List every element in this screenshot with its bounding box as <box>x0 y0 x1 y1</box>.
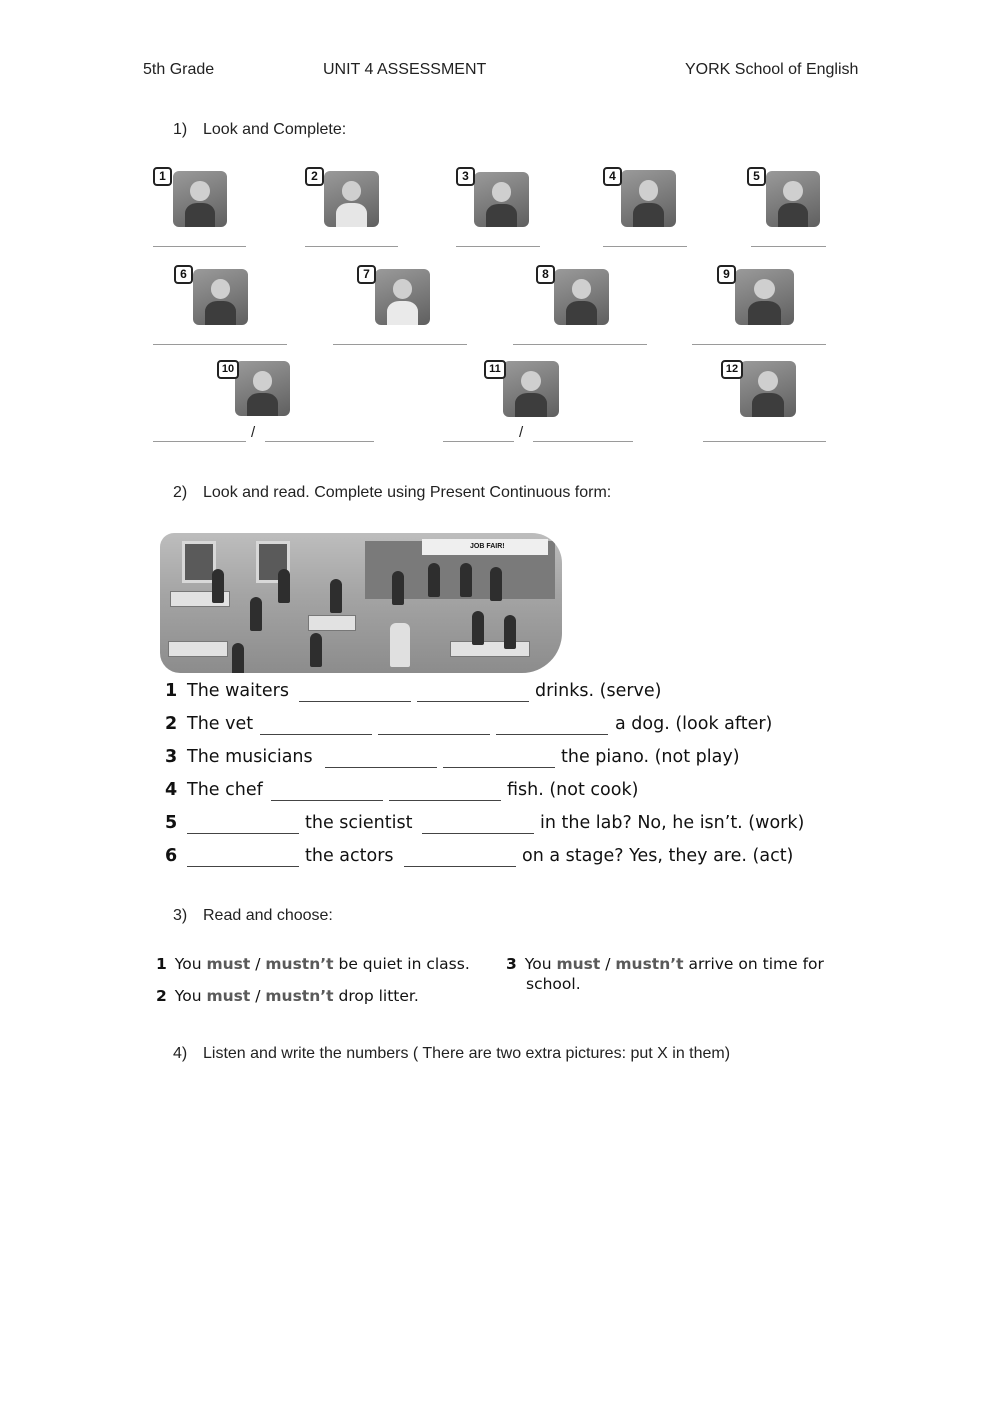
option-separator: / <box>255 987 261 1005</box>
exercise-3-item-3 <box>506 955 824 973</box>
blank-line[interactable] <box>496 734 608 735</box>
exercise-2-row-3 <box>165 747 765 773</box>
item-number: 1 <box>165 681 178 701</box>
section-2-text: Look and read. Complete using Present Continuous form: <box>203 484 612 501</box>
shop-assistant-icon <box>173 171 227 227</box>
answer-line-12[interactable] <box>703 441 826 442</box>
option-mustnt[interactable]: mustn’t <box>265 987 334 1005</box>
item-number: 5 <box>165 813 178 833</box>
option-mustnt[interactable]: mustn’t <box>265 955 334 973</box>
musician-icon <box>735 269 794 325</box>
answer-line-9[interactable] <box>692 344 826 345</box>
sentence-start: You <box>174 955 202 973</box>
blank-line[interactable] <box>187 833 299 834</box>
sentence-middle: the actors <box>305 846 394 866</box>
item-number: 1 <box>156 955 167 973</box>
option-must[interactable]: must <box>206 955 251 973</box>
picture-number-badge: 7 <box>357 265 376 284</box>
vet-icon <box>766 171 820 227</box>
sentence-end: the piano. (not play) <box>561 747 740 767</box>
answer-line-8[interactable] <box>513 344 647 345</box>
sentence-end: fish. (not cook) <box>507 780 639 800</box>
job-fair-scene-icon <box>160 533 562 673</box>
sentence-end: drop litter. <box>338 987 419 1005</box>
section-4-text: Listen and write the numbers ( There are two extra pictures: put X in them) <box>203 1045 731 1062</box>
answer-line-4[interactable] <box>603 246 687 247</box>
blank-line[interactable] <box>271 800 383 801</box>
section-3-number: 3) <box>173 907 188 924</box>
mechanic-icon <box>740 361 796 417</box>
sentence-end: in the lab? No, he isn’t. (work) <box>540 813 805 833</box>
section-4-number: 4) <box>173 1045 188 1062</box>
item-number: 4 <box>165 780 178 800</box>
item-number: 3 <box>506 955 517 973</box>
answer-line-11b[interactable] <box>533 441 633 442</box>
sentence-start: The musicians <box>187 747 313 767</box>
answer-line-10a[interactable] <box>153 441 246 442</box>
item-number: 2 <box>156 987 167 1005</box>
sentence-end: a dog. (look after) <box>615 714 773 734</box>
chef-icon <box>375 269 430 325</box>
picture-number-badge: 11 <box>484 360 506 379</box>
answer-line-7[interactable] <box>333 344 467 345</box>
sentence-start: You <box>524 955 552 973</box>
sentence-end: drinks. (serve) <box>535 681 662 701</box>
picture-number-badge: 2 <box>305 167 324 186</box>
blank-line[interactable] <box>260 734 372 735</box>
option-must[interactable]: must <box>556 955 601 973</box>
sentence-start: The vet <box>187 714 254 734</box>
item-number: 2 <box>165 714 178 734</box>
section-4-title <box>173 1045 730 1063</box>
section-3-title <box>173 907 333 925</box>
blank-line[interactable] <box>417 701 529 702</box>
exercise-2-row-5 <box>165 813 825 839</box>
blank-line[interactable] <box>422 833 534 834</box>
picture-number-badge: 10 <box>217 360 239 379</box>
slash-separator: / <box>251 424 256 441</box>
scientist-icon <box>324 171 379 227</box>
sentence-end: on a stage? Yes, they are. (act) <box>522 846 794 866</box>
section-3-text: Read and choose: <box>203 907 333 924</box>
answer-line-1[interactable] <box>153 246 246 247</box>
sentence-end: arrive on time for <box>688 955 824 973</box>
header-unit: UNIT 4 ASSESSMENT <box>323 61 487 78</box>
scene-banner: JOB FAIR! <box>422 539 548 555</box>
option-mustnt[interactable]: mustn’t <box>615 955 684 973</box>
exercise-2-row-1 <box>165 681 685 707</box>
option-must[interactable]: must <box>206 987 251 1005</box>
blank-line[interactable] <box>299 701 411 702</box>
exercise-3-item-1 <box>156 955 470 973</box>
sentence-start: The waiters <box>187 681 289 701</box>
sentence-start: You <box>174 987 202 1005</box>
farmer-icon <box>621 170 676 227</box>
section-2-title <box>173 484 611 502</box>
exercise-2-row-6 <box>165 846 825 872</box>
picture-number-badge: 1 <box>153 167 172 186</box>
police-officer-icon <box>554 269 609 325</box>
sentence-start: The chef <box>187 780 263 800</box>
exercise-2-row-2 <box>165 714 805 740</box>
exercise-3-item-3-continued: school. <box>526 975 581 993</box>
singer-icon <box>474 172 529 227</box>
answer-line-5[interactable] <box>751 246 826 247</box>
picture-number-badge: 12 <box>721 360 743 379</box>
answer-line-11a[interactable] <box>443 441 514 442</box>
blank-line[interactable] <box>325 767 437 768</box>
picture-number-badge: 4 <box>603 167 622 186</box>
picture-number-badge: 8 <box>536 265 555 284</box>
blank-line[interactable] <box>443 767 555 768</box>
answer-line-6[interactable] <box>153 344 287 345</box>
item-number: 6 <box>165 846 178 866</box>
item-number: 3 <box>165 747 178 767</box>
answer-line-2[interactable] <box>305 246 398 247</box>
picture-number-badge: 5 <box>747 167 766 186</box>
section-1-number: 1) <box>173 121 188 138</box>
picture-number-badge: 3 <box>456 167 475 186</box>
blank-line[interactable] <box>389 800 501 801</box>
answer-line-10b[interactable] <box>265 441 374 442</box>
exercise-3-item-2 <box>156 987 419 1005</box>
option-separator: / <box>255 955 261 973</box>
actors-icon <box>503 361 559 417</box>
blank-line[interactable] <box>187 866 299 867</box>
firefighter-icon <box>193 269 248 325</box>
sentence-end: be quiet in class. <box>338 955 470 973</box>
blank-line[interactable] <box>404 866 516 867</box>
section-1-text: Look and Complete: <box>203 121 347 138</box>
option-separator: / <box>605 955 611 973</box>
waiters-icon <box>235 361 290 416</box>
slash-separator: / <box>519 424 524 441</box>
picture-number-badge: 6 <box>174 265 193 284</box>
sentence-middle: the scientist <box>305 813 413 833</box>
header-school: YORK School of English <box>685 61 859 78</box>
exercise-2-row-4 <box>165 780 665 806</box>
header-grade: 5th Grade <box>143 61 215 78</box>
section-2-number: 2) <box>173 484 188 501</box>
blank-line[interactable] <box>378 734 490 735</box>
picture-number-badge: 9 <box>717 265 736 284</box>
section-1-title <box>173 121 346 139</box>
answer-line-3[interactable] <box>456 246 540 247</box>
